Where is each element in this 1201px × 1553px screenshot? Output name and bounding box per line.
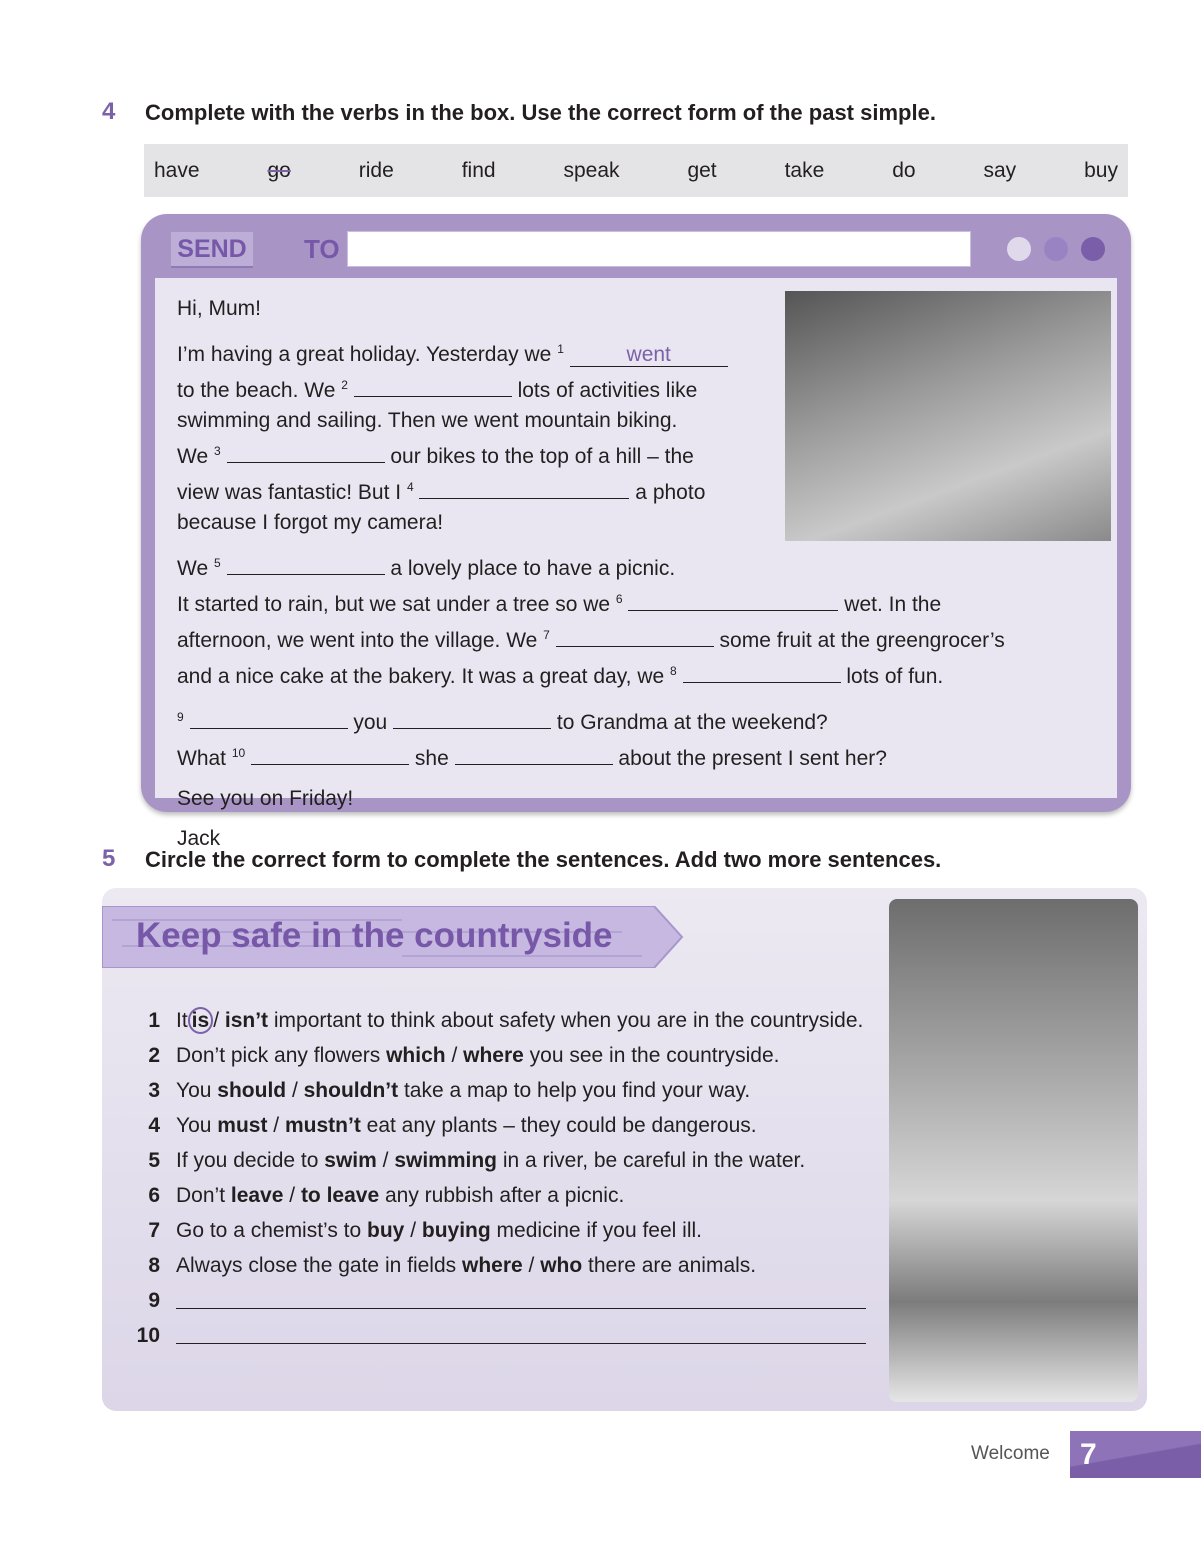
email-letter	[177, 294, 1005, 864]
verb-option: say	[983, 158, 1017, 182]
sentence-text-part: Always close the gate in fields	[176, 1253, 462, 1277]
sentence-text	[176, 1254, 756, 1278]
sentence-text-part: any rubbish after a picnic.	[379, 1183, 625, 1207]
gap-number: 5	[213, 556, 221, 570]
option-choice[interactable]: swimming	[394, 1148, 497, 1172]
letter-text: to the beach. We	[177, 379, 342, 402]
sentence-text-part: in a river, be careful in the water.	[497, 1148, 806, 1172]
letter-line	[177, 702, 1005, 738]
gap-number: 8	[670, 664, 677, 678]
answer-blank[interactable]	[556, 624, 714, 647]
sentence-text-part: /	[283, 1183, 301, 1207]
sentence-text-part: It	[176, 1008, 188, 1032]
letter-text: What	[177, 747, 232, 770]
sentence-text-part: important to think about safety when you are in the countryside.	[268, 1008, 864, 1032]
option-circled[interactable]: is	[188, 1007, 214, 1034]
sentence-text-part: You	[176, 1113, 218, 1137]
item-number: 8	[148, 1253, 160, 1277]
letter-text: See you on Friday!	[177, 787, 354, 810]
sentence-text-part: Don’t	[176, 1183, 231, 1207]
verb-option: take	[784, 158, 825, 182]
answer-blank[interactable]: went	[570, 344, 728, 367]
letter-text: a lovely place to have a picnic.	[384, 557, 676, 580]
sentence-text	[176, 1321, 866, 1350]
verb-box	[144, 144, 1128, 197]
sentence-text	[176, 1009, 863, 1033]
sentence-text-part: you see in the countryside.	[523, 1043, 780, 1067]
letter-text: because I forgot my camera!	[177, 511, 444, 534]
exercise-instruction: Complete with the verbs in the box. Use the correct form of the past simple.	[145, 100, 936, 125]
sentence-text	[176, 1184, 624, 1208]
verb-option: speak	[563, 158, 620, 182]
letter-line	[177, 784, 1005, 814]
letter-text: some fruit at the greengrocer’s	[713, 629, 1005, 652]
letter-text: afternoon, we went into the village. We	[177, 629, 544, 652]
gap-number: 1	[557, 342, 564, 356]
item-number: 4	[148, 1113, 160, 1137]
letter-text: and a nice cake at the bakery. It was a great day, we	[177, 665, 670, 688]
letter-text: Jack	[177, 827, 221, 850]
sentence-item	[130, 1213, 866, 1248]
sentence-text	[176, 1114, 757, 1138]
sentence-text-part: Don’t pick any flowers	[176, 1043, 387, 1067]
sentence-item	[130, 1073, 866, 1108]
letter-text: We	[177, 557, 214, 580]
item-number: 7	[148, 1218, 160, 1242]
option-choice[interactable]: where	[461, 1253, 523, 1277]
letter-text: you	[347, 711, 394, 734]
write-line[interactable]	[176, 1321, 866, 1344]
letter-text: Hi, Mum!	[177, 297, 261, 320]
hiker-illustration	[889, 899, 1138, 1402]
write-line[interactable]	[176, 1286, 866, 1309]
item-number: 5	[148, 1148, 160, 1172]
letter-text: I’m having a great holiday. Yesterday we	[177, 343, 558, 366]
sentence-item	[130, 1003, 866, 1038]
sentence-text-part: If you decide to	[176, 1148, 325, 1172]
letter-text: It started to rain, but we sat under a tree so we	[177, 593, 616, 616]
sentence-text-part: eat any plants – they could be dangerous.	[360, 1113, 757, 1137]
verb-option: find	[461, 158, 496, 182]
verb-option: go	[267, 158, 291, 182]
answer-blank[interactable]	[190, 706, 348, 729]
sentence-text-part: /	[404, 1218, 422, 1242]
letter-text: lots of activities like	[511, 379, 698, 402]
item-number: 9	[148, 1288, 160, 1312]
gap-number: 2	[341, 378, 348, 392]
item-number: 3	[148, 1078, 160, 1102]
answer-blank[interactable]	[683, 660, 841, 683]
sentence-text	[176, 1219, 702, 1243]
letter-text: she	[409, 747, 455, 770]
option-choice[interactable]: should	[217, 1078, 287, 1102]
sentence-text-part: take a map to help you find your way.	[398, 1078, 751, 1102]
to-label: TO	[304, 234, 340, 264]
answer-blank[interactable]	[227, 552, 385, 575]
item-number: 2	[148, 1043, 160, 1067]
answer-blank[interactable]	[227, 440, 385, 463]
answer-blank[interactable]	[354, 374, 512, 397]
sentence-text-part: there are animals.	[582, 1253, 757, 1277]
sentence-text-part: /	[213, 1008, 225, 1032]
letter-text: lots of fun.	[840, 665, 944, 688]
sentence-text	[176, 1286, 866, 1315]
letter-line	[177, 294, 1005, 324]
sentence-item	[130, 1143, 866, 1178]
option-choice[interactable]: where	[463, 1043, 524, 1067]
gap-number: 9	[177, 710, 184, 724]
answer-blank[interactable]	[455, 742, 613, 765]
sentence-item	[130, 1178, 866, 1213]
section-title: Keep safe in the countryside	[136, 916, 613, 955]
answer-blank[interactable]	[419, 476, 629, 499]
sentence-text-part: Go to a chemist’s to	[176, 1218, 368, 1242]
letter-line	[177, 436, 1005, 472]
verb-option: get	[687, 158, 717, 182]
letter-text: a photo	[629, 481, 706, 504]
sentence-text	[176, 1079, 750, 1103]
letter-line	[177, 738, 1005, 774]
letter-line	[177, 508, 1005, 538]
letter-text: our bikes to the top of a hill – the	[384, 445, 694, 468]
option-choice[interactable]: swim	[324, 1148, 377, 1172]
window-dot-icon	[1007, 237, 1031, 261]
letter-paragraph	[177, 702, 1005, 774]
letter-line	[177, 472, 1005, 508]
sentence-text	[176, 1149, 805, 1173]
item-number: 6	[148, 1183, 160, 1207]
exercise-number: 4	[102, 98, 116, 125]
letter-line	[177, 548, 1005, 584]
sentence-text-part: medicine if you feel ill.	[490, 1218, 702, 1242]
option-choice[interactable]: mustn’t	[284, 1113, 361, 1137]
sentence-list	[130, 1003, 866, 1353]
sentence-text-part: /	[522, 1253, 541, 1277]
letter-line	[177, 656, 1005, 692]
sentence-text-part: /	[267, 1113, 285, 1137]
gap-number: 10	[231, 746, 246, 760]
window-dot-icon	[1081, 237, 1105, 261]
option-choice[interactable]: leave	[230, 1183, 284, 1207]
option-choice[interactable]: shouldn’t	[303, 1078, 399, 1102]
item-number: 1	[148, 1008, 160, 1032]
sentence-text-part: /	[445, 1043, 464, 1067]
letter-line	[177, 620, 1005, 656]
option-choice[interactable]: to leave	[300, 1183, 380, 1207]
letter-text: about the present I sent her?	[612, 747, 887, 770]
letter-paragraph	[177, 784, 1005, 814]
gap-number: 3	[213, 444, 221, 458]
letter-text: view was fantastic! But I	[177, 481, 407, 504]
sentence-item	[130, 1283, 866, 1318]
email-window	[141, 214, 1131, 850]
answer-blank[interactable]	[393, 706, 551, 729]
answer-blank[interactable]	[251, 742, 409, 765]
letter-paragraph	[177, 548, 1005, 692]
gap-number: 4	[406, 480, 414, 494]
letter-line	[177, 406, 1005, 436]
item-number: 10	[136, 1323, 160, 1347]
page-number: 7	[1070, 1431, 1201, 1478]
verb-option: have	[154, 158, 200, 182]
verb-option: buy	[1084, 158, 1118, 182]
option-choice[interactable]: must	[217, 1113, 268, 1137]
letter-text: swimming and sailing. Then we went mountain biking.	[177, 409, 678, 432]
sentence-item	[130, 1318, 866, 1353]
letter-paragraph	[177, 294, 1005, 324]
answer-blank[interactable]	[628, 588, 838, 611]
to-field[interactable]	[347, 231, 971, 267]
letter-text: to Grandma at the weekend?	[551, 711, 828, 734]
verb-option: ride	[358, 158, 394, 182]
sentence-text-part: /	[376, 1148, 395, 1172]
exercise-instruction: Circle the correct form to complete the sentences. Add two more sentences.	[145, 847, 942, 872]
exercise-number: 5	[102, 845, 116, 872]
sentence-text-part: You	[176, 1078, 218, 1102]
sentence-item	[130, 1108, 866, 1143]
letter-paragraph	[177, 334, 1005, 538]
option-choice[interactable]: who	[540, 1253, 583, 1277]
sentence-item	[130, 1248, 866, 1283]
sentence-item	[130, 1038, 866, 1073]
option-choice[interactable]: buying	[421, 1218, 491, 1242]
option-choice[interactable]: which	[386, 1043, 446, 1067]
window-dot-icon	[1044, 237, 1068, 261]
option-choice[interactable]: buy	[367, 1218, 405, 1242]
send-button[interactable]: SEND	[171, 232, 253, 266]
gap-number: 7	[543, 628, 550, 642]
option-choice[interactable]: isn’t	[224, 1008, 269, 1032]
gap-number: 6	[615, 592, 623, 606]
letter-line	[177, 584, 1005, 620]
verb-option: do	[892, 158, 916, 182]
footer-section-label: Welcome	[971, 1443, 1050, 1464]
sentence-text-part: /	[286, 1078, 304, 1102]
letter-text: wet. In the	[838, 593, 942, 616]
letter-line	[177, 370, 1005, 406]
letter-text: We	[177, 445, 214, 468]
letter-line	[177, 334, 1005, 370]
sentence-text	[176, 1044, 779, 1068]
